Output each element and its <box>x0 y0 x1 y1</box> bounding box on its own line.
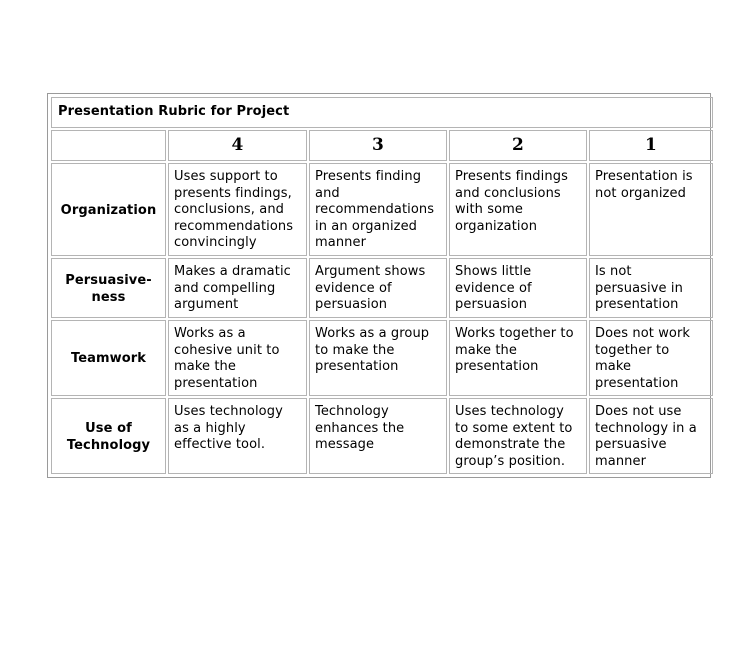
rubric-row-teamwork <box>51 320 713 396</box>
title-row <box>51 97 713 128</box>
persuasiveness-score-3: Argument shows evidence of persuasion <box>309 258 447 318</box>
persuasiveness-score-2: Shows little evidence of persuasion <box>449 258 587 318</box>
rubric-table <box>49 95 715 476</box>
score-header-row <box>51 130 713 161</box>
criterion-teamwork: Teamwork <box>51 320 166 396</box>
corner-cell <box>51 130 166 161</box>
rubric-table-container <box>47 93 711 478</box>
score-header-4: 4 <box>168 130 307 161</box>
technology-score-1: Does not use technology in a persuasive manner <box>589 398 713 474</box>
persuasiveness-score-1: Is not persuasive in presentation <box>589 258 713 318</box>
technology-score-3: Technology enhances the message <box>309 398 447 474</box>
organization-score-3: Presents finding and recommendations in an organized manner <box>309 163 447 256</box>
technology-score-4: Uses technology as a highly effective tool. <box>168 398 307 474</box>
score-header-3: 3 <box>309 130 447 161</box>
teamwork-score-3: Works as a group to make the presentation <box>309 320 447 396</box>
organization-score-2: Presents findings and conclusions with some organization <box>449 163 587 256</box>
organization-score-4: Uses support to presents findings, conclusions, and recommendations convincingly <box>168 163 307 256</box>
score-header-2: 2 <box>449 130 587 161</box>
teamwork-score-4: Works as a cohesive unit to make the presentation <box>168 320 307 396</box>
criterion-organization: Organization <box>51 163 166 256</box>
teamwork-score-2: Works together to make the presentation <box>449 320 587 396</box>
criterion-persuasiveness: Persuasive-ness <box>51 258 166 318</box>
criterion-technology: Use of Technology <box>51 398 166 474</box>
rubric-row-persuasiveness <box>51 258 713 318</box>
technology-score-2: Uses technology to some extent to demonstrate the group’s position. <box>449 398 587 474</box>
persuasiveness-score-4: Makes a dramatic and compelling argument <box>168 258 307 318</box>
teamwork-score-1: Does not work together to make presentation <box>589 320 713 396</box>
rubric-row-technology <box>51 398 713 474</box>
rubric-row-organization <box>51 163 713 256</box>
organization-score-1: Presentation is not organized <box>589 163 713 256</box>
rubric-title: Presentation Rubric for Project <box>51 97 713 128</box>
score-header-1: 1 <box>589 130 713 161</box>
